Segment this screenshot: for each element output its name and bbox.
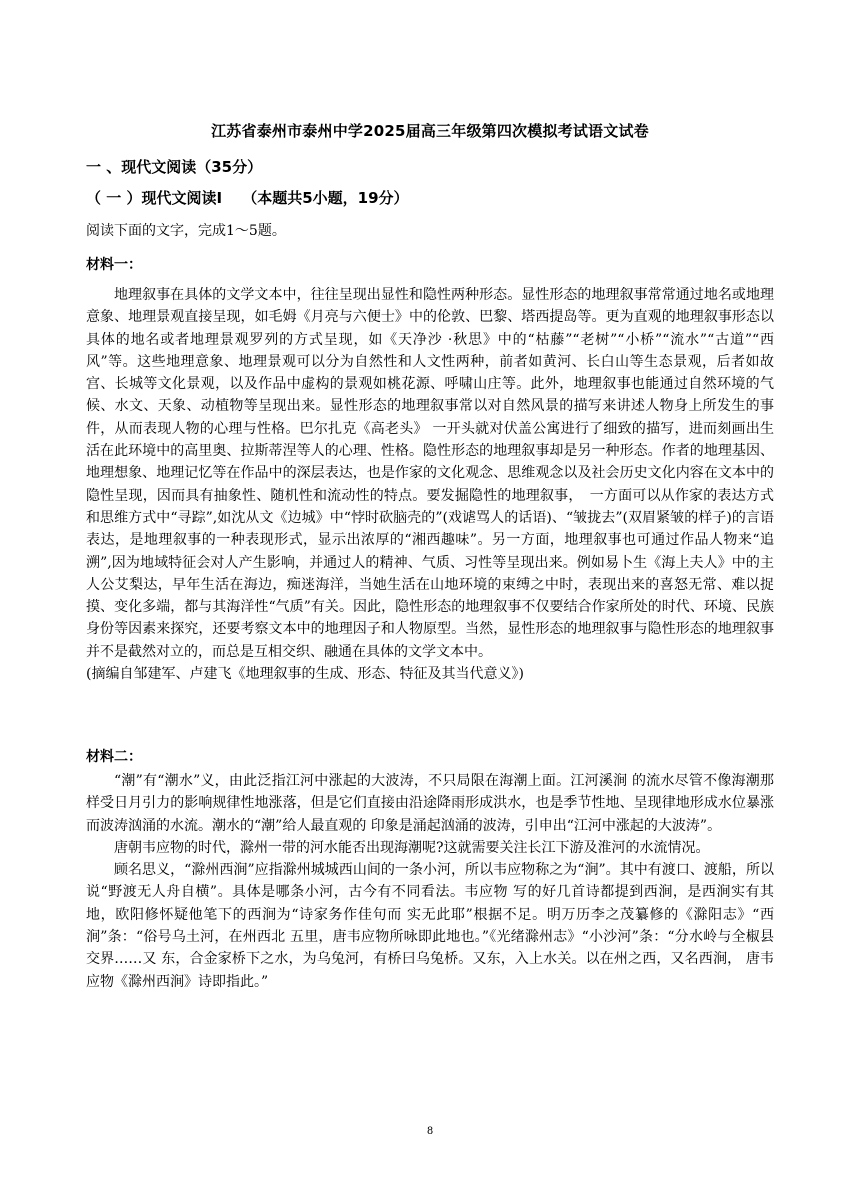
material1-label: 材料一： xyxy=(86,257,142,273)
material2-body xyxy=(86,770,774,993)
page-number: 8 xyxy=(426,1126,434,1137)
material2-paragraph-2: 唐朝韦应物的时代，滁州一带的河水能否出现海潮呢?这就需要关注长江下游及淮河的水流情况。 xyxy=(114,839,710,856)
instruction-text: 阅读下面的文字，完成1～5题。 xyxy=(86,223,286,239)
material1-source: (摘编自邹建军、卢建飞《地理叙事的生成、形态、特征及其当代意义》) xyxy=(86,666,524,683)
material1-body xyxy=(86,284,774,685)
material2-paragraph-3: 顾名思义，“滁州西涧”应指滁州城城西山间的一条小河，所以韦应物称之为“涧”。其中有渡口、渡船，所以说“野渡无人舟自横”。具体是哪条小河，古今有不同看法。韦应物 写的好几首诗都提到西涧，是西涧实有其地，欧阳修怀疑他笔下的西涧为“诗家务作佳句而 实无此耶”根据不足。明万历李之茂纂修的《滁阳志》“西涧”条：“俗号乌土河，在州西北 五里，唐韦应物所咏即此地也。”《光绪滁州志》“小沙河”条：“分水岭与全椒县交界……又 东，合金家桥下之水，为乌兔河，有桥曰乌兔桥。又东，入上水关。以在州之西，又名西涧， 唐韦应物《滁州西涧》诗即指此。” xyxy=(86,862,774,990)
material2-paragraph-1: “潮”有“潮水”义，由此泛指江河中涨起的大波涛，不只局限在海潮上面。江河溪涧 的流水尽管不像海潮那样受日月引力的影响规律性地涨落，但是它们直接由沿途降雨形成洪水，也是季节性地、呈现律地形成水位暴涨而波涛汹涌的水流。潮水的“潮”给人最直观的 印象是涌起汹涌的波涛，引申出“江河中涨起的大波涛”。 xyxy=(86,773,774,834)
material2-label: 材料二： xyxy=(86,749,142,765)
material1-paragraph: 地理叙事在具体的文学文本中，往往呈现出显性和隐性两种形态。显性形态的地理叙事常常通过地名或地理意象、地理景观直接呈现，如毛姆《月亮与六便士》中的伦敦、巴黎、塔西提岛等。更为直观的地理叙事形态以具体的地名或者地理景观罗列的方式呈现，如《天净沙 ·秋思》中的“枯藤”“老树”“小桥”“流水”“古道”“西风”等。这些地理意象、地理景观可以分为自然性和人文性两种，前者如黄河、长白山等生态景观，后者如故宫、长城等文化景观，以及作品中虚构的景观如桃花源、呼啸山庄等。此外，地理叙事也能通过自然环境的气候、水文、天象、动植物等呈现出来。显性形态的地理叙事常以对自然风景的描写来讲述人物身上所发生的事件，从而表现人物的心理与性格。巴尔扎克《高老头》 一开头就对伏盖公寓进行了细致的描写，进而刻画出生活在此环境中的高里奥、拉斯蒂涅等人的心理、性格。隐性形态的地理叙事却是另一种形态。作者的地理基因、地理想象、地理记忆等在作品中的深层表达，也是作家的文化观念、思维观念以及社会历史文化内容在文本中的隐性呈现，因而具有抽象性、随机性和流动性的特点。要发掘隐性的地理叙事， 一方面可以从作家的表达方式和思维方式中“寻踪”,如沈从文《边城》中“悖时砍脑壳的”(戏谑骂人的话语)、“皱拢去”(双眉紧皱的样子)的言语表达，是地理叙事的一种表现形式，显示出浓厚的“湘西趣味”。另一方面，地理叙事也可通过作品人物来“追溯”,因为地域特征会对人产生影响，并通过人的精神、气质、习性等呈现出来。例如易卜生《海上夫人》中的主人公艾梨达，早年生活在海边，痴迷海洋，当她生活在山地环境的束缚之中时，表现出来的喜怒无常、难以捉摸、变化多端，都与其海洋性“气质”有关。因此，隐性形态的地理叙事不仅要结合作家所处的时代、环境、民族身份等因素来探究，还要考察文本中的地理因子和人物原型。当然，显性形态的地理叙事与隐性形态的地理叙事并不是截然对立的，而总是互相交织、融通在具体的文学文本中。 xyxy=(86,287,774,660)
exam-title: 江苏省泰州市泰州中学2025届高三年级第四次模拟考试语文试卷 xyxy=(211,122,649,140)
subsection-heading: （ 一 ）现代文阅读Ⅰ （本题共5小题，19分） xyxy=(86,189,409,207)
section-heading: 一 、现代文阅读（35分） xyxy=(86,158,263,176)
